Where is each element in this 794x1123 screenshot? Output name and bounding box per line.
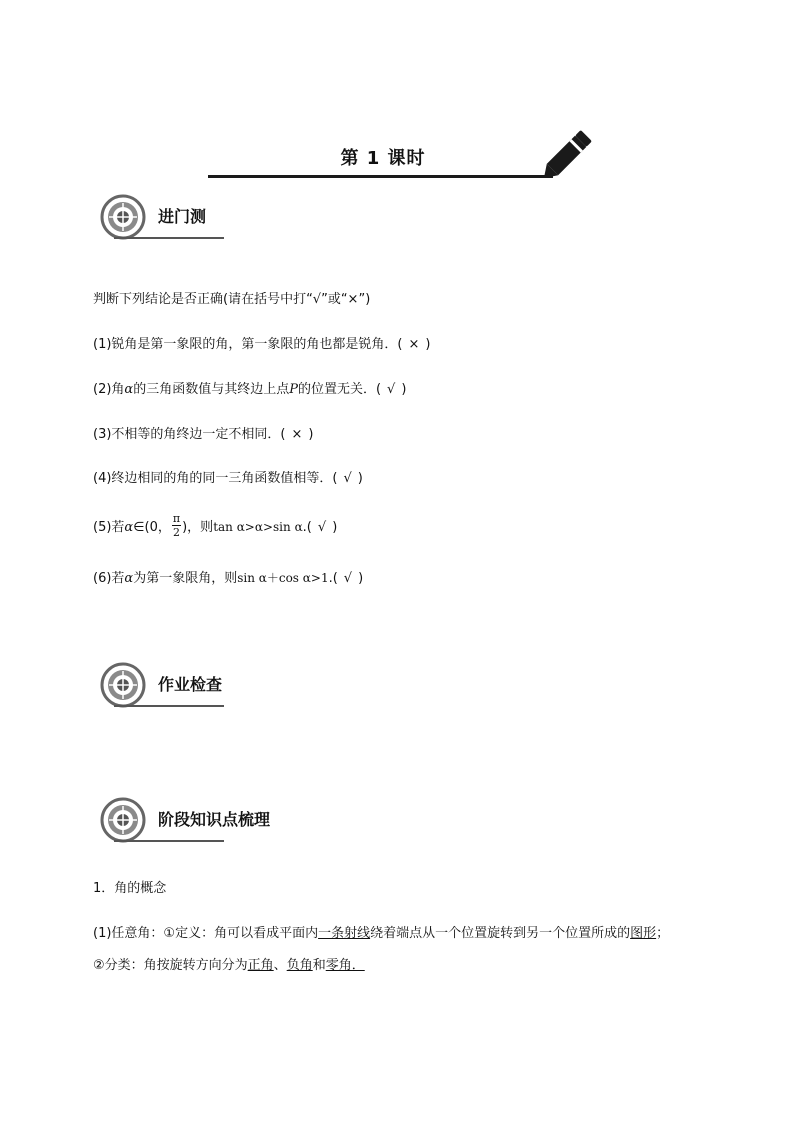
section-underline (114, 840, 224, 842)
quiz-item-2: (2)角α的三角函数值与其终边上点P的位置无关．( √ ) (93, 382, 407, 397)
target-icon (100, 797, 146, 843)
quiz-item-1: (1)锐角是第一象限的角，第一象限的角也都是锐角．( × ) (93, 337, 431, 352)
review-line-2: ②分类：角按旋转方向分为正角、负角和零角． (93, 958, 365, 973)
section-knowledge-review (100, 797, 270, 845)
answer-mark: √ (343, 571, 353, 586)
quiz-item-5: (5)若α∈(0， $\frac{\pi}{2}$ )，则tan α>α>sin α.( √ ) (93, 512, 338, 539)
section-title: 作业检查 (158, 675, 223, 694)
pencil-icon (540, 126, 596, 182)
section-title: 进门测 (158, 207, 207, 226)
fraction: $\frac{\pi}{2}$ (172, 512, 181, 539)
review-line-1: (1)任意角：①定义：角可以看成平面内一条射线绕着端点从一个位置旋转到另一个位置所成的图形； (93, 926, 670, 941)
answer-mark: × (291, 427, 303, 442)
section-underline (114, 705, 224, 707)
quiz-item-6: (6)若α为第一象限角，则sin α＋cos α>1.( √ ) (93, 571, 364, 586)
answer-mark: √ (343, 471, 352, 486)
review-heading: 1．角的概念 (93, 881, 167, 896)
section-underline (114, 237, 224, 239)
header-rule (208, 175, 553, 178)
section-entry-test (100, 194, 225, 242)
answer-mark: √ (317, 520, 327, 535)
answer-mark: × (408, 337, 420, 352)
target-icon (100, 194, 146, 240)
section-homework-check (100, 662, 225, 710)
quiz-instruction: 判断下列结论是否正确(请在括号中打“√”或“×”) (93, 292, 371, 307)
target-icon (100, 662, 146, 708)
section-title: 阶段知识点梳理 (158, 810, 271, 829)
quiz-item-3: (3)不相等的角终边一定不相同．( × ) (93, 427, 314, 442)
answer-mark: √ (387, 382, 396, 397)
lesson-title: 第 1 课时 (340, 148, 426, 169)
quiz-item-4: (4)终边相同的角的同一三角函数值相等．( √ ) (93, 471, 363, 486)
lesson-header (208, 138, 558, 180)
